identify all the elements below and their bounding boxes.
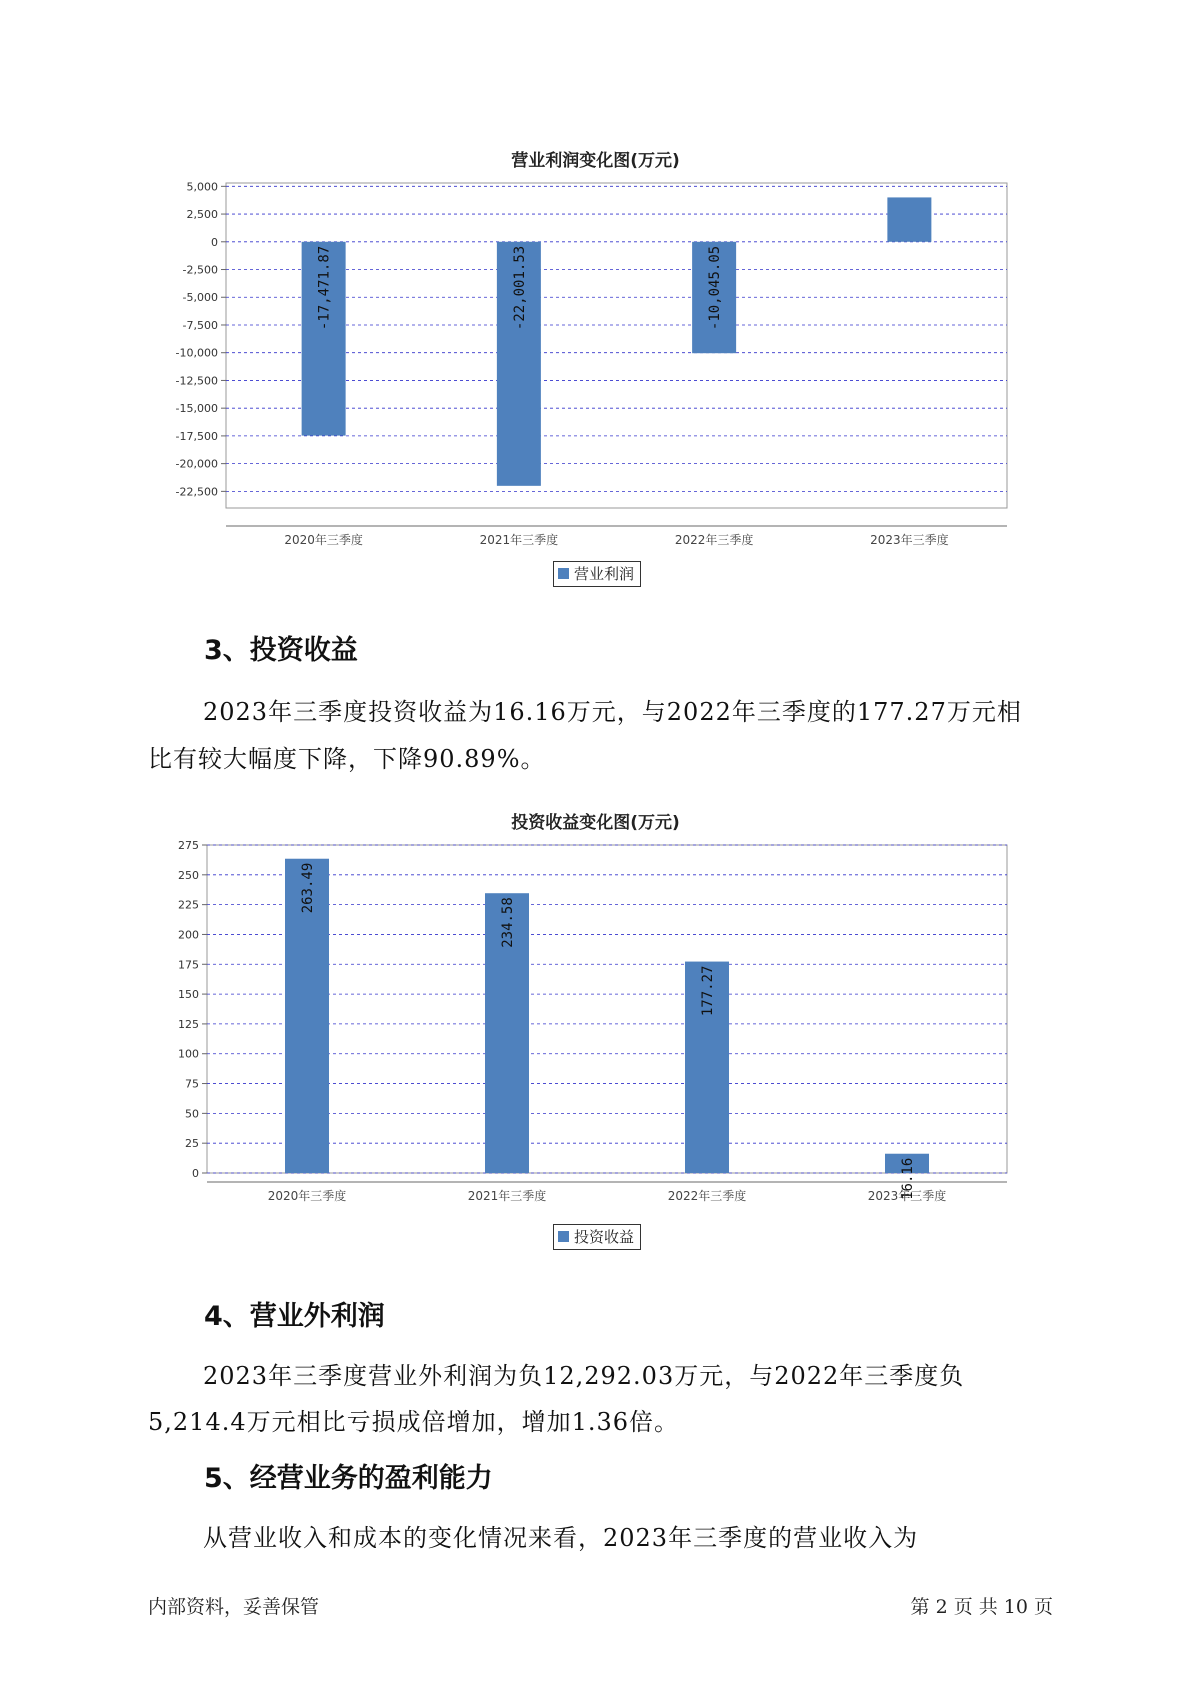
- chart-title-investment-income: 投资收益变化图(万元): [511, 813, 680, 833]
- y-tick-label: 0: [211, 235, 218, 249]
- data-label: -22,001.53: [511, 245, 528, 331]
- x-tick-label: 2020年三季度: [284, 533, 363, 547]
- y-tick-label: 25: [185, 1137, 199, 1151]
- section-heading-operating-profitability: 5、经营业务的盈利能力: [204, 1463, 493, 1494]
- legend-swatch-icon: [558, 1231, 569, 1242]
- legend-label: 营业利润: [574, 565, 635, 583]
- y-tick-label: -15,000: [175, 402, 218, 416]
- chart-title-operating-profit: 营业利润变化图(万元): [511, 151, 680, 171]
- x-tick-label: 2021年三季度: [467, 1189, 547, 1203]
- y-tick-label: 225: [178, 898, 199, 912]
- section-heading-investment-income: 3、投资收益: [204, 635, 358, 666]
- data-label: 234.58: [500, 897, 516, 948]
- data-label: 263.49: [300, 862, 316, 914]
- x-tick-label: 2022年三季度: [667, 1189, 747, 1203]
- x-tick-label: 2021年三季度: [479, 533, 559, 547]
- y-tick-label: 75: [185, 1077, 199, 1091]
- data-label: -10,045.05: [707, 245, 724, 331]
- bar: [887, 197, 931, 241]
- paragraph-line: 2023年三季度投资收益为16.16万元，与2022年三季度的177.27万元相: [203, 698, 1022, 726]
- section-heading-non-operating-profit: 4、营业外利润: [204, 1301, 385, 1332]
- chart-investment-income: [0, 835, 1191, 1215]
- y-tick-label: 200: [178, 928, 199, 942]
- y-tick-label: -20,000: [175, 457, 218, 471]
- legend-label: 投资收益: [574, 1228, 635, 1246]
- y-tick-label: -7,500: [182, 318, 218, 332]
- y-tick-label: 125: [178, 1017, 199, 1031]
- x-tick-label: 2023年三季度: [870, 533, 949, 547]
- data-label: 177.27: [700, 965, 716, 1017]
- y-tick-label: 2,500: [186, 208, 218, 222]
- y-tick-label: 250: [178, 868, 199, 882]
- y-tick-label: -10,000: [175, 346, 218, 360]
- y-tick-label: -5,000: [182, 291, 218, 305]
- y-tick-label: 5,000: [186, 180, 218, 194]
- y-tick-label: -22,500: [175, 485, 218, 499]
- data-label: -17,471.87: [316, 245, 333, 331]
- paragraph-line: 从营业收入和成本的变化情况来看，2023年三季度的营业收入为: [203, 1524, 919, 1552]
- x-tick-label: 2020年三季度: [267, 1189, 347, 1203]
- legend-swatch-icon: [558, 568, 569, 579]
- footer-page-number: 第 2 页 共 10 页: [910, 1596, 1053, 1618]
- y-tick-label: -2,500: [182, 263, 218, 277]
- paragraph-line: 2023年三季度营业外利润为负12,292.03万元，与2022年三季度负: [203, 1362, 965, 1390]
- footer-confidential-note: 内部资料，妥善保管: [148, 1596, 320, 1618]
- x-tick-label: 2022年三季度: [674, 533, 754, 547]
- x-tick-label: 2023年三季度: [867, 1189, 947, 1203]
- y-tick-label: -17,500: [175, 429, 218, 443]
- y-tick-label: 100: [178, 1047, 199, 1061]
- paragraph-line: 比有较大幅度下降，下降90.89%。: [148, 745, 546, 773]
- y-tick-label: 50: [185, 1107, 199, 1121]
- y-tick-label: 175: [178, 958, 199, 972]
- y-tick-label: 275: [178, 839, 199, 852]
- legend-investment-income: [553, 1224, 641, 1250]
- data-label: 16.16: [900, 1157, 916, 1200]
- legend-operating-profit: [553, 561, 641, 587]
- y-tick-label: 0: [192, 1167, 199, 1180]
- paragraph-line: 5,214.4万元相比亏损成倍增加，增加1.36倍。: [148, 1408, 680, 1436]
- y-tick-label: 150: [178, 988, 199, 1002]
- chart-operating-profit: [0, 170, 1191, 550]
- y-tick-label: -12,500: [175, 374, 218, 388]
